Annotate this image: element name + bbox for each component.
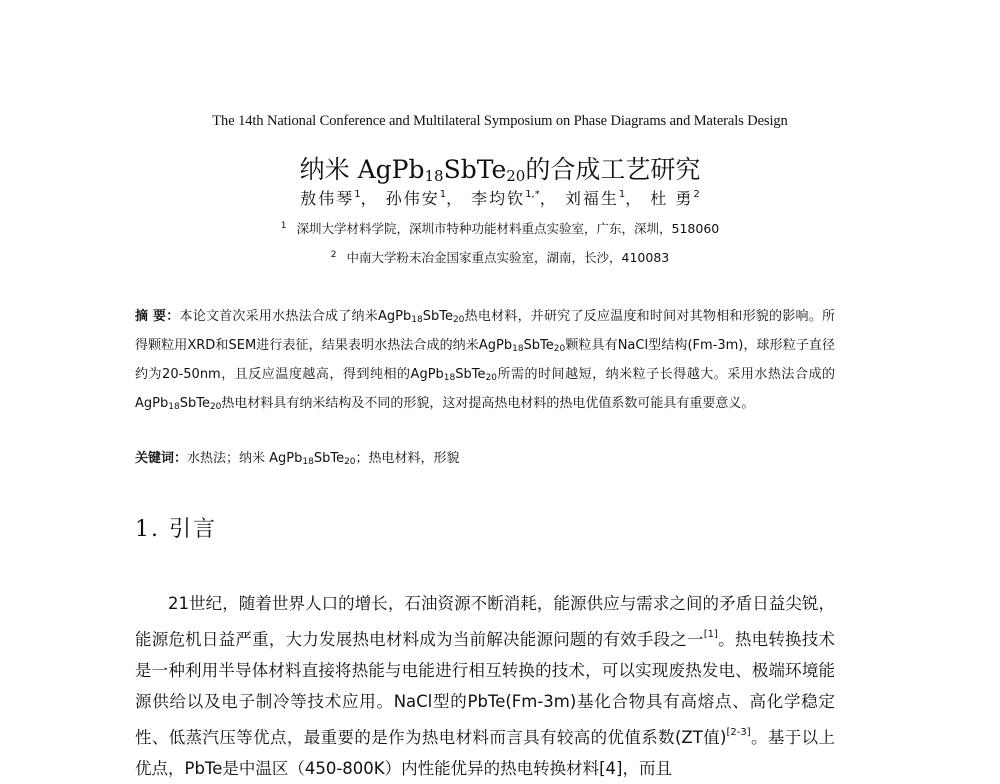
subscript: 20 (485, 373, 497, 383)
affiliation-1 (0, 219, 1000, 237)
abstract-text: SbTe (455, 367, 486, 382)
conference-header: The 14th National Conference and Multilateral Symposium on Phase Diagrams and Materals Design (212, 113, 788, 129)
abstract-text: 本论文首次采用水热法合成了纳米AgPb (179, 309, 412, 324)
subscript: 18 (443, 373, 456, 383)
author-affiliation-mark: 2 (693, 189, 700, 200)
author-affiliation-mark: 1 (618, 189, 626, 200)
subscript: 18 (168, 402, 180, 412)
abstract-text: SbTe (422, 309, 453, 324)
subscript: 18 (302, 457, 314, 467)
author-name: 刘福生 (564, 189, 619, 208)
keywords (135, 447, 835, 467)
abstract-text: SbTe (523, 338, 554, 353)
title-suffix: 的合成工艺研究 (525, 155, 701, 184)
affiliation-text: 中南大学粉末冶金国家重点实验室，湖南，长沙，410083 (346, 250, 670, 265)
paragraph-text: 。基于以上优点，PbTe是中温区（450-800K）内性能优异的热电转换材料[4]，而且 (135, 728, 835, 778)
author-affiliation-mark: 1 (439, 189, 447, 200)
title-sub-18: 18 (424, 167, 444, 185)
title-mid: SbTe (443, 155, 507, 184)
paragraph (135, 588, 835, 784)
title-prefix: 纳米 AgPb (299, 155, 425, 184)
keywords-text: ；热电材料，形貌 (355, 451, 460, 466)
author-name: 孙伟安 (385, 189, 440, 208)
subscript: 18 (512, 344, 524, 354)
affiliation-2 (0, 248, 1000, 266)
author-affiliation-mark: 1,* (525, 189, 540, 200)
keywords-text: SbTe (313, 451, 345, 466)
abstract-text: 所需的时间越短，纳米粒子长得越大。采用水热法合成的AgPb (135, 367, 835, 411)
keywords-text: 水热法；纳米 AgPb (187, 451, 303, 466)
paragraph-text: 。热电转换技术是一种利用半导体材料直接将热能与电能进行相互转换的技术，可以实现废热发电、极端环境能源供给以及电子制冷等技术应用。NaCl型的PbTe(Fm-3m)基化合物具有高熔点、高化学稳定性、低蒸汽压等优点，最重要的是作为热电材料而言具有较高的优值系数(ZT值) (135, 630, 836, 747)
citation: [2-3] (726, 727, 751, 738)
abstract (135, 304, 835, 420)
paragraph-text: 21世纪，随着世界人口的增长，石油资源不断消耗，能源供应与需求之间的矛盾日益尖锐，能源危机日益严重，大力发展热电材料成为当前解决能源问题的有效手段之一 (135, 594, 835, 649)
author-affiliation-mark: 1 (354, 189, 361, 200)
abstract-text: 热电材料，并研究了反应温度和时间对其物相和形貌的影响。所得颗粒用XRD和SEM进行表征，结果表明水热法合成的纳米AgPb (135, 309, 835, 353)
subscript: 20 (452, 315, 465, 325)
section-heading: 1. 引言 (135, 517, 217, 542)
affiliation-number: 2 (330, 250, 337, 260)
abstract-text: SbTe (179, 396, 210, 411)
keywords-label: 关键词： (135, 451, 188, 466)
title-sub-20: 20 (506, 167, 526, 185)
subscript: 20 (553, 344, 566, 354)
subscript: 18 (411, 315, 423, 325)
subscript: 20 (344, 457, 356, 467)
abstract-text: 热电材料具有纳米结构及不同的形貌，这对提高热电材料的热电优值系数可能具有重要意义。 (221, 396, 755, 411)
author-name: 敖伟琴 (300, 189, 355, 208)
abstract-label: 摘 要： (135, 309, 180, 324)
author-name: 杜 勇 (650, 189, 694, 208)
affiliation-number: 1 (280, 221, 287, 231)
subscript: 20 (209, 402, 222, 412)
body-text (135, 588, 835, 784)
affiliation-text: 深圳大学材料学院，深圳市特种功能材料重点实验室，广东，深圳，518060 (296, 221, 720, 236)
abstract-text: 颗粒具有NaCl型结构(Fm-3m)，球形粒子直径约为20-50nm，且反应温度越高，得到纯相的AgPb (135, 338, 835, 382)
author-list: 敖伟琴$^1$， 孙伟安$^1$， 李均钦$^{1,*}$， 刘福生$^1$， 杜 勇$^2$ (300, 189, 700, 208)
author-name: 李均钦 (471, 189, 526, 208)
citation: [1] (703, 629, 718, 640)
paper-title (0, 150, 1000, 186)
